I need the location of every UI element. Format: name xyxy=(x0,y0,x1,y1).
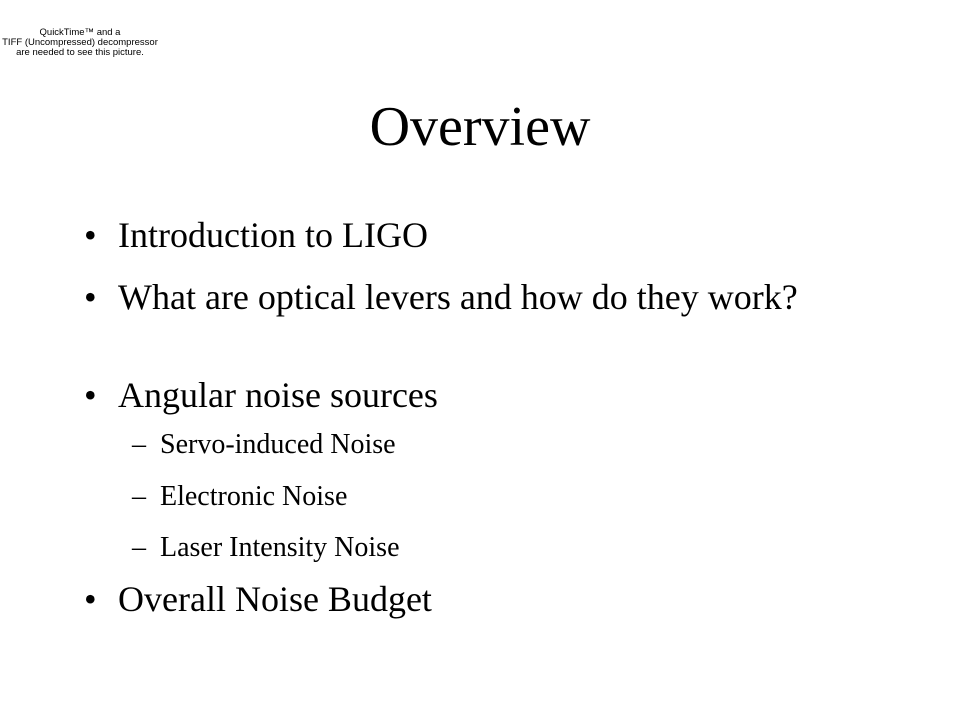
sub-bullet-text: Servo-induced Noise xyxy=(160,429,396,460)
bullet-item xyxy=(84,374,844,416)
placeholder-line-1: QuickTime™ and a xyxy=(39,28,121,38)
bullet-marker: • xyxy=(84,579,97,619)
sub-bullet-text: Laser Intensity Noise xyxy=(160,532,400,563)
bullet-item xyxy=(84,214,844,256)
bullet-marker: • xyxy=(84,215,97,255)
sub-bullet-marker: – xyxy=(132,532,146,563)
sub-bullet-item xyxy=(132,531,732,565)
bullet-item xyxy=(84,578,844,620)
bullet-marker: • xyxy=(84,375,97,415)
slide-title: Overview xyxy=(369,96,591,158)
sub-bullet-item xyxy=(132,428,732,462)
bullet-marker: • xyxy=(84,277,97,317)
bullet-text: Overall Noise Budget xyxy=(118,579,432,619)
sub-bullet-marker: – xyxy=(132,481,146,512)
sub-bullet-item xyxy=(132,480,732,514)
bullet-text: Angular noise sources xyxy=(118,375,438,415)
bullet-text: Introduction to LIGO xyxy=(118,215,428,255)
bullet-text: What are optical levers and how do they work? xyxy=(118,277,798,317)
placeholder-line-2: TIFF (Uncompressed) decompressor xyxy=(2,37,158,48)
sub-bullet-text: Electronic Noise xyxy=(160,481,348,512)
bullet-item xyxy=(84,276,844,318)
sub-bullet-marker: – xyxy=(132,429,146,460)
placeholder-line-3: are needed to see this picture. xyxy=(16,47,144,58)
